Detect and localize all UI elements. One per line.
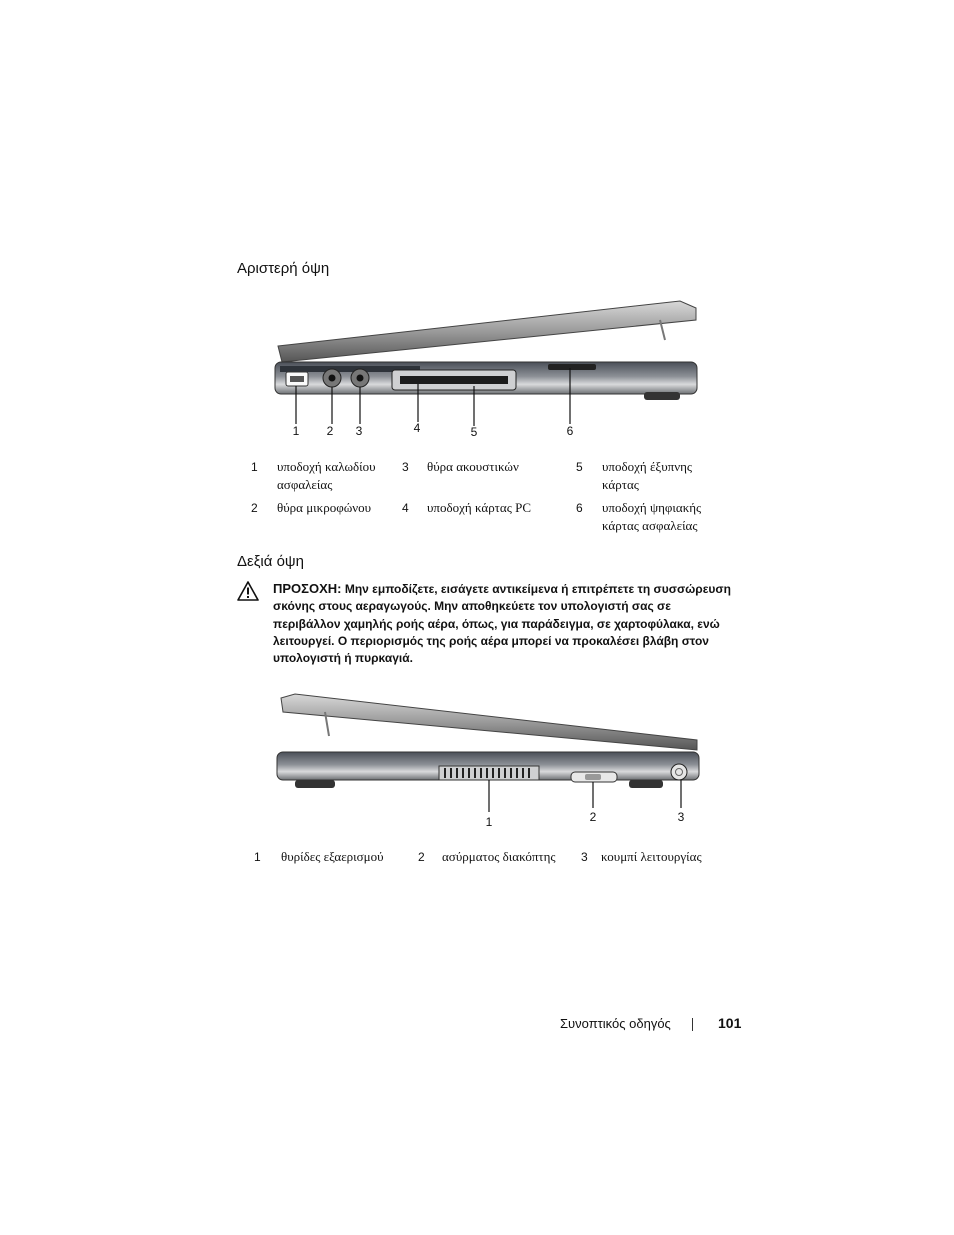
caution-notice <box>237 580 737 667</box>
callout-number: 2 <box>326 424 334 438</box>
right-view-figure <box>265 690 710 820</box>
callout-number: 4 <box>413 421 421 435</box>
legend-number: 3 <box>402 460 409 474</box>
legend-number: 2 <box>418 850 425 864</box>
page-number: 101 <box>718 1015 742 1031</box>
callout-number: 1 <box>292 424 300 438</box>
caution-text: Μην εμποδίζετε, εισάγετε αντικείμενα ή επιτρέπετε τη συσσώρευση σκόνης στους αεραγωγούς. Μην αποθηκεύετε τον υπολογιστή σας σε περιβάλλον χαμηλής ροής αέρα, όπως, για παράδειγμα, σε χαρτοφύλακα, ενώ λειτουργεί. Ο περιορισμός της ροής αέρα μπορεί να προκαλέσει βλάβη στον υπολογιστή ή πυρκαγιά. <box>273 582 731 666</box>
legend-text: θύρα ακουστικών <box>427 459 519 474</box>
legend-number: 1 <box>254 850 261 864</box>
callout-number: 3 <box>677 810 685 824</box>
footer-guide-title: Συνοπτικός οδηγός <box>560 1016 671 1031</box>
left-view-heading: Αριστερή όψη <box>237 260 330 277</box>
callout-number: 2 <box>589 810 597 824</box>
caution-label: ΠΡΟΣΟΧΗ: <box>273 581 342 596</box>
legend-number: 6 <box>576 501 583 515</box>
callout-number: 3 <box>355 424 363 438</box>
callout-number: 1 <box>485 815 493 829</box>
footer-separator <box>692 1018 693 1031</box>
legend-text: υποδοχή κάρτας PC <box>427 500 532 515</box>
legend-text: θυρίδες εξαερισμού <box>281 849 384 864</box>
legend-number: 3 <box>581 850 588 864</box>
legend-text: υποδοχή έξυπνης κάρτας <box>602 459 693 492</box>
legend-number: 5 <box>576 460 583 474</box>
laptop-right-side-illustration <box>265 690 710 820</box>
legend-text: ασύρματος διακόπτης <box>442 849 556 864</box>
legend-text: κουμπί λειτουργίας <box>601 849 702 864</box>
legend-text: υποδοχή καλωδίου ασφαλείας <box>277 459 376 492</box>
legend-text: θύρα μικροφώνου <box>277 500 372 515</box>
legend-number: 4 <box>402 501 409 515</box>
legend-number: 2 <box>251 501 258 515</box>
right-view-heading: Δεξιά όψη <box>237 553 304 570</box>
legend-text: υποδοχή ψηφιακής κάρτας ασφαλείας <box>602 500 702 533</box>
legend-number: 1 <box>251 460 258 474</box>
callout-number: 6 <box>566 424 574 438</box>
callout-number: 5 <box>470 425 478 439</box>
